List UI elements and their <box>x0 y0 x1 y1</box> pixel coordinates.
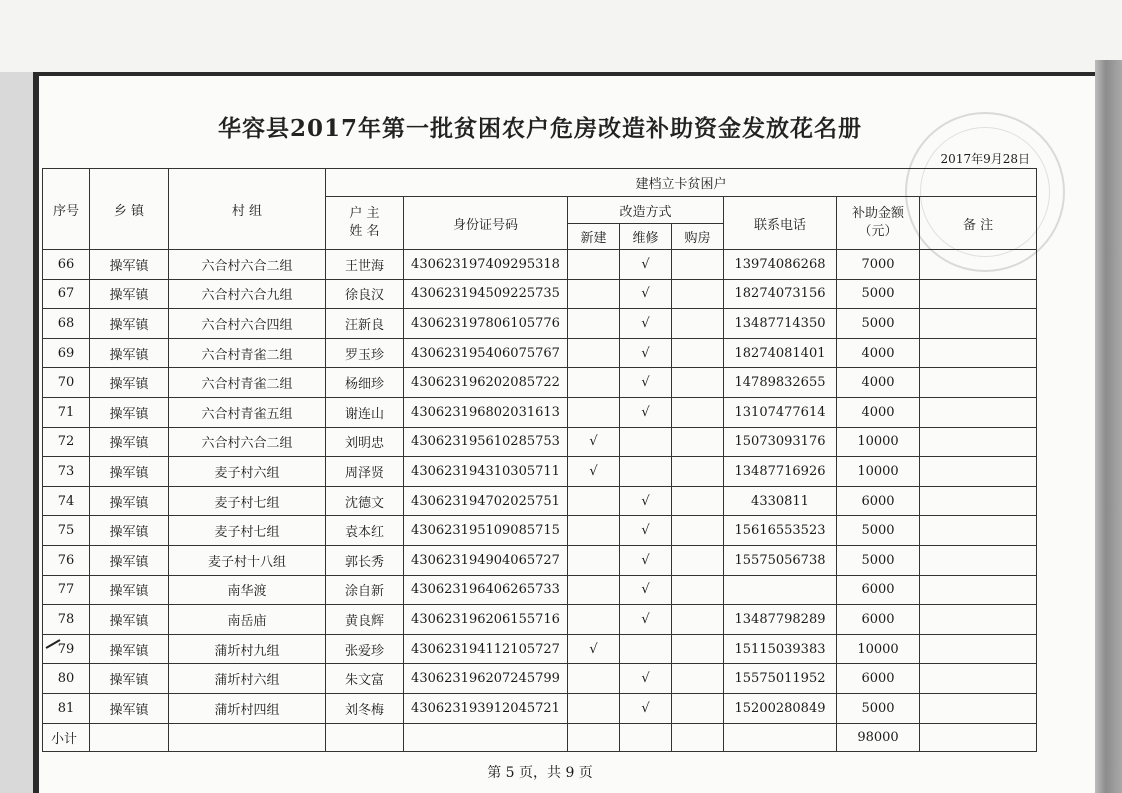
cell-buy <box>672 397 724 427</box>
cell-phone: 15616553523 <box>724 516 837 546</box>
table-row <box>43 516 1037 546</box>
cell-id: 430623194509225735 <box>404 279 568 309</box>
cell-id: 430623196406265733 <box>404 575 568 605</box>
cell-seq: 75 <box>43 516 90 546</box>
subtotal-empty <box>920 723 1037 751</box>
cell-repair: √ <box>620 486 672 516</box>
document-title: 华容县2017年第一批贫困农户危房改造补助资金发放花名册 <box>217 115 862 142</box>
cell-new <box>568 279 620 309</box>
subtotal-row <box>43 723 1037 751</box>
cell-id: 430623194702025751 <box>404 486 568 516</box>
cell-id: 430623195406075767 <box>404 338 568 368</box>
cell-amount: 10000 <box>837 634 920 664</box>
cell-remark <box>920 309 1037 339</box>
table-row <box>43 309 1037 339</box>
cell-seq-marked <box>43 634 90 664</box>
cell-town: 操军镇 <box>90 516 169 546</box>
header-row-1 <box>43 169 1037 197</box>
cell-phone: 15115039383 <box>724 634 837 664</box>
cell-name: 王世海 <box>326 250 404 280</box>
cell-amount: 6000 <box>837 486 920 516</box>
cell-town: 操军镇 <box>90 545 169 575</box>
table-row <box>43 634 1037 664</box>
cell-village: 六合村六合四组 <box>169 309 326 339</box>
cell-id: 430623195109085715 <box>404 516 568 546</box>
cell-amount: 6000 <box>837 575 920 605</box>
cell-phone: 4330811 <box>724 486 837 516</box>
table-row <box>43 338 1037 368</box>
cell-name: 沈德文 <box>326 486 404 516</box>
cell-remark <box>920 693 1037 723</box>
cell-buy <box>672 368 724 398</box>
table-row <box>43 427 1037 457</box>
cell-buy <box>672 279 724 309</box>
cell-name: 袁本红 <box>326 516 404 546</box>
cell-id: 430623193912045721 <box>404 693 568 723</box>
cell-village: 蒲圻村九组 <box>169 634 326 664</box>
header-name: 户 主 姓 名 <box>326 197 404 250</box>
cell-remark <box>920 486 1037 516</box>
page-footer: 第 5 页，共 9 页 <box>487 765 593 781</box>
header-buy: 购房 <box>672 224 724 250</box>
cell-seq: 70 <box>43 368 90 398</box>
cell-new <box>568 516 620 546</box>
cell-town: 操军镇 <box>90 605 169 635</box>
cell-new <box>568 250 620 280</box>
cell-seq: 72 <box>43 427 90 457</box>
cell-id: 430623194310305711 <box>404 457 568 487</box>
cell-remark <box>920 279 1037 309</box>
cell-remark <box>920 516 1037 546</box>
cell-buy <box>672 457 724 487</box>
cell-seq: 77 <box>43 575 90 605</box>
cell-phone: 18274073156 <box>724 279 837 309</box>
cell-amount: 4000 <box>837 338 920 368</box>
cell-name: 郭长秀 <box>326 545 404 575</box>
cell-seq: 67 <box>43 279 90 309</box>
cell-phone: 13487716926 <box>724 457 837 487</box>
cell-amount: 10000 <box>837 457 920 487</box>
cell-seq: 73 <box>43 457 90 487</box>
cell-seq: 66 <box>43 250 90 280</box>
subtotal-amount: 98000 <box>837 723 920 751</box>
header-remark: 备 注 <box>920 197 1037 250</box>
cell-town: 操军镇 <box>90 279 169 309</box>
cell-phone <box>724 575 837 605</box>
cell-buy <box>672 693 724 723</box>
cell-name: 刘明忠 <box>326 427 404 457</box>
cell-new <box>568 693 620 723</box>
cell-phone: 18274081401 <box>724 338 837 368</box>
cell-remark <box>920 634 1037 664</box>
cell-village: 麦子村七组 <box>169 486 326 516</box>
cell-seq: 78 <box>43 605 90 635</box>
header-id: 身份证号码 <box>404 197 568 250</box>
header-seq: 序号 <box>43 169 90 250</box>
table-row <box>43 693 1037 723</box>
header-method: 改造方式 <box>568 197 724 224</box>
cell-repair: √ <box>620 693 672 723</box>
cell-village: 六合村六合二组 <box>169 250 326 280</box>
cell-remark <box>920 338 1037 368</box>
subtotal-empty <box>724 723 837 751</box>
cell-amount: 5000 <box>837 693 920 723</box>
cell-buy <box>672 634 724 664</box>
cell-town: 操军镇 <box>90 634 169 664</box>
scan-background-top <box>0 0 1122 72</box>
cell-village: 六合村青雀二组 <box>169 338 326 368</box>
cell-repair <box>620 634 672 664</box>
cell-village: 蒲圻村六组 <box>169 664 326 694</box>
table-row <box>43 545 1037 575</box>
cell-id: 430623196206155716 <box>404 605 568 635</box>
cell-town: 操军镇 <box>90 397 169 427</box>
cell-buy <box>672 545 724 575</box>
cell-amount: 5000 <box>837 279 920 309</box>
cell-new <box>568 309 620 339</box>
cell-phone: 15575056738 <box>724 545 837 575</box>
cell-phone: 15575011952 <box>724 664 837 694</box>
cell-town: 操军镇 <box>90 427 169 457</box>
cell-remark <box>920 605 1037 635</box>
cell-new <box>568 368 620 398</box>
cell-repair: √ <box>620 605 672 635</box>
cell-town: 操军镇 <box>90 664 169 694</box>
cell-remark <box>920 250 1037 280</box>
subtotal-label: 小计 <box>43 723 90 751</box>
cell-id: 430623197806105776 <box>404 309 568 339</box>
cell-town: 操军镇 <box>90 575 169 605</box>
cell-buy <box>672 338 724 368</box>
cell-new: √ <box>568 457 620 487</box>
cell-new: √ <box>568 634 620 664</box>
table-row <box>43 397 1037 427</box>
cell-village: 麦子村六组 <box>169 457 326 487</box>
subtotal-empty <box>672 723 724 751</box>
cell-seq: 68 <box>43 309 90 339</box>
cell-name: 涂自新 <box>326 575 404 605</box>
cell-remark <box>920 664 1037 694</box>
cell-buy <box>672 516 724 546</box>
cell-village: 麦子村七组 <box>169 516 326 546</box>
cell-repair: √ <box>620 664 672 694</box>
subtotal-empty <box>169 723 326 751</box>
cell-town: 操军镇 <box>90 457 169 487</box>
subtotal-empty <box>620 723 672 751</box>
cell-id: 430623197409295318 <box>404 250 568 280</box>
cell-village: 六合村青雀二组 <box>169 368 326 398</box>
roster-table <box>42 168 1037 752</box>
cell-id: 430623196207245799 <box>404 664 568 694</box>
cell-village: 蒲圻村四组 <box>169 693 326 723</box>
cell-repair <box>620 427 672 457</box>
header-town: 乡 镇 <box>90 169 169 250</box>
cell-remark <box>920 575 1037 605</box>
cell-name: 徐良汉 <box>326 279 404 309</box>
cell-new: √ <box>568 427 620 457</box>
cell-village: 麦子村十八组 <box>169 545 326 575</box>
cell-amount: 5000 <box>837 309 920 339</box>
header-amount: 补助金额 （元） <box>837 197 920 250</box>
cell-repair: √ <box>620 575 672 605</box>
cell-amount: 5000 <box>837 545 920 575</box>
cell-remark <box>920 397 1037 427</box>
cell-village: 六合村六合九组 <box>169 279 326 309</box>
cell-repair: √ <box>620 309 672 339</box>
cell-name: 汪新良 <box>326 309 404 339</box>
cell-seq: 74 <box>43 486 90 516</box>
cell-town: 操军镇 <box>90 338 169 368</box>
cell-town: 操军镇 <box>90 486 169 516</box>
cell-phone: 13107477614 <box>724 397 837 427</box>
header-repair: 维修 <box>620 224 672 250</box>
cell-town: 操军镇 <box>90 693 169 723</box>
cell-town: 操军镇 <box>90 368 169 398</box>
cell-new <box>568 605 620 635</box>
table-row <box>43 575 1037 605</box>
header-group-title: 建档立卡贫困户 <box>326 169 1037 197</box>
table-row <box>43 664 1037 694</box>
cell-amount: 4000 <box>837 368 920 398</box>
cell-id: 430623196802031613 <box>404 397 568 427</box>
cell-new <box>568 575 620 605</box>
cell-id: 430623195610285753 <box>404 427 568 457</box>
table-row <box>43 279 1037 309</box>
scan-right-edge <box>1095 60 1122 793</box>
table-row <box>43 250 1037 280</box>
header-village: 村 组 <box>169 169 326 250</box>
table-row <box>43 605 1037 635</box>
cell-remark <box>920 457 1037 487</box>
cell-phone: 14789832655 <box>724 368 837 398</box>
cell-name: 朱文富 <box>326 664 404 694</box>
table-row <box>43 486 1037 516</box>
cell-amount: 4000 <box>837 397 920 427</box>
subtotal-empty <box>326 723 404 751</box>
cell-buy <box>672 250 724 280</box>
cell-remark <box>920 368 1037 398</box>
cell-amount: 10000 <box>837 427 920 457</box>
cell-new <box>568 664 620 694</box>
cell-name: 刘冬梅 <box>326 693 404 723</box>
cell-phone: 15200280849 <box>724 693 837 723</box>
cell-buy <box>672 309 724 339</box>
cell-name: 罗玉珍 <box>326 338 404 368</box>
cell-new <box>568 486 620 516</box>
cell-seq: 76 <box>43 545 90 575</box>
cell-new <box>568 397 620 427</box>
cell-phone: 13487798289 <box>724 605 837 635</box>
header-new: 新建 <box>568 224 620 250</box>
cell-phone: 15073093176 <box>724 427 837 457</box>
cell-name: 杨细珍 <box>326 368 404 398</box>
cell-repair: √ <box>620 545 672 575</box>
cell-amount: 6000 <box>837 605 920 635</box>
subtotal-empty <box>404 723 568 751</box>
subtotal-empty <box>90 723 169 751</box>
cell-id: 430623194112105727 <box>404 634 568 664</box>
cell-seq: 80 <box>43 664 90 694</box>
cell-buy <box>672 664 724 694</box>
cell-phone: 13487714350 <box>724 309 837 339</box>
cell-village: 六合村青雀五组 <box>169 397 326 427</box>
cell-repair: √ <box>620 368 672 398</box>
document-date: 2017年9月28日 <box>940 152 1030 166</box>
cell-name: 谢连山 <box>326 397 404 427</box>
header-phone: 联系电话 <box>724 197 837 250</box>
subtotal-empty <box>568 723 620 751</box>
cell-remark <box>920 545 1037 575</box>
cell-repair: √ <box>620 338 672 368</box>
cell-amount: 5000 <box>837 516 920 546</box>
cell-name: 张爱珍 <box>326 634 404 664</box>
cell-amount: 7000 <box>837 250 920 280</box>
cell-seq: 69 <box>43 338 90 368</box>
cell-repair <box>620 457 672 487</box>
cell-buy <box>672 575 724 605</box>
cell-new <box>568 545 620 575</box>
table-row <box>43 368 1037 398</box>
cell-buy <box>672 605 724 635</box>
cell-village: 南岳庙 <box>169 605 326 635</box>
cell-amount: 6000 <box>837 664 920 694</box>
cell-seq: 81 <box>43 693 90 723</box>
cell-town: 操军镇 <box>90 309 169 339</box>
cell-new <box>568 338 620 368</box>
cell-village: 六合村六合二组 <box>169 427 326 457</box>
cell-id: 430623196202085722 <box>404 368 568 398</box>
cell-seq: 71 <box>43 397 90 427</box>
cell-phone: 13974086268 <box>724 250 837 280</box>
cell-repair: √ <box>620 250 672 280</box>
cell-repair: √ <box>620 397 672 427</box>
cell-village: 南华渡 <box>169 575 326 605</box>
cell-seq: 79 <box>57 641 75 657</box>
cell-name: 黄良辉 <box>326 605 404 635</box>
cell-repair: √ <box>620 516 672 546</box>
cell-town: 操军镇 <box>90 250 169 280</box>
cell-buy <box>672 427 724 457</box>
cell-repair: √ <box>620 279 672 309</box>
cell-name: 周泽贤 <box>326 457 404 487</box>
table-row <box>43 457 1037 487</box>
cell-id: 430623194904065727 <box>404 545 568 575</box>
cell-buy <box>672 486 724 516</box>
cell-remark <box>920 427 1037 457</box>
